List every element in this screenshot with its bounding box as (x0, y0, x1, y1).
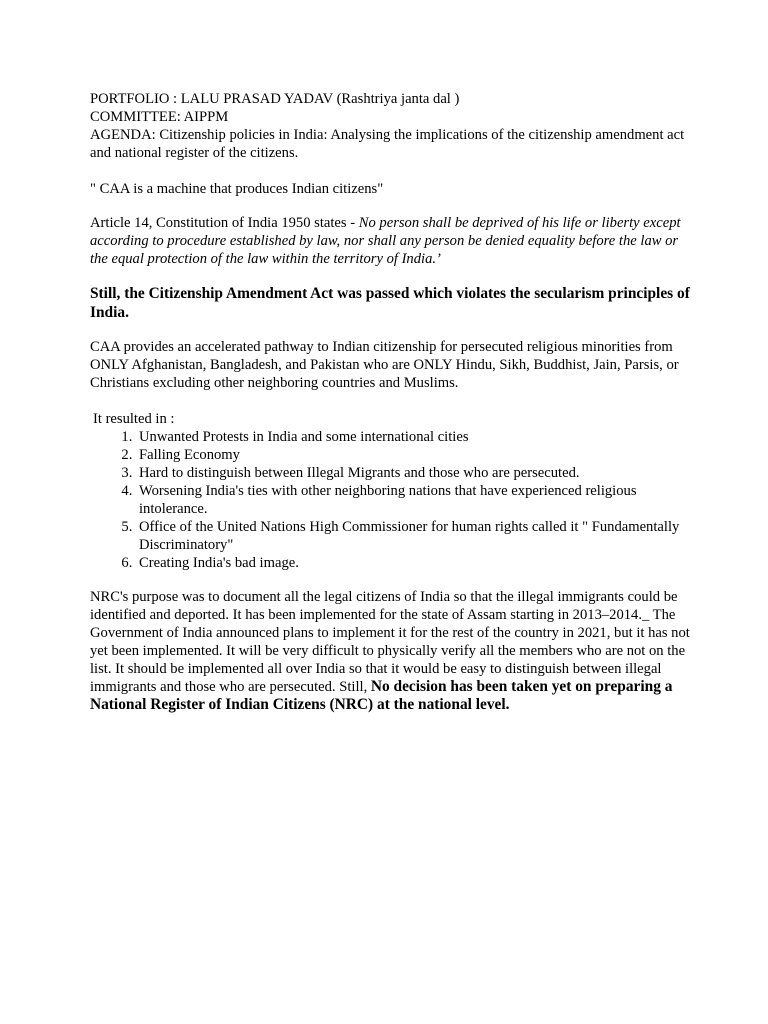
quote-line: " CAA is a machine that produces Indian citizens" (90, 181, 384, 197)
results-section (90, 410, 690, 572)
results-intro: It resulted in : (93, 411, 175, 427)
caa-heading: Still, the Citizenship Amendment Act was passed which violates the secularism principles of India. (90, 285, 690, 321)
results-list (90, 428, 690, 572)
caa-paragraph: CAA provides an accelerated pathway to Indian citizenship for persecuted religious minorities from ONLY Afghanistan, Bangladesh, and Pakistan who are ONLY Hindu, Sikh, Buddhist, Jain, Parsis, or Christians excluding other neighboring countries and Muslims. (90, 339, 679, 391)
article-paragraph (90, 214, 690, 268)
list-item: 1. Unwanted Protests in India and some international cities (136, 428, 690, 446)
nrc-paragraph (90, 588, 690, 714)
article-quote: No person shall be deprived of his life or liberty except according to procedure established by law, nor shall any person be denied equality before the law or the equal protection of the law within the territory of India.’ (90, 215, 681, 267)
list-item: 5. Office of the United Nations High Commissioner for human rights called it " Fundamentally Discriminatory" (136, 518, 690, 554)
list-item: 4. Worsening India's ties with other neighboring nations that have experienced religious intolerance. (136, 482, 690, 518)
committee-line: COMMITTEE: AIPPM (90, 109, 229, 125)
document-page (90, 90, 690, 714)
header-block (90, 90, 690, 162)
portfolio-line: PORTFOLIO : LALU PRASAD YADAV (Rashtriya janta dal ) (90, 91, 460, 107)
nrc-text: NRC's purpose was to document all the legal citizens of India so that the illegal immigrants could be identified and deported. It has been implemented for the state of Assam starting in 2013–2014._ The Government of India announced plans to implement it for the rest of the country in 2021, but it has not yet been implemented. It will be very difficult to physically verify all the members who are not on the list. It should be implemented all over India so that it would be easy to distinguish between illegal immigrants and those who are persecuted. Still, (90, 589, 690, 695)
list-item: 6. Creating India's bad image. (136, 554, 690, 572)
agenda-line: AGENDA: Citizenship policies in India: Analysing the implications of the citizenship amendment act and national register of the citizens. (90, 127, 685, 161)
list-item: 2. Falling Economy (136, 446, 690, 464)
nrc-bold-conclusion: No decision has been taken yet on preparing a National Register of Indian Citizens (NRC) at the national level. (90, 678, 673, 713)
list-item: 3. Hard to distinguish between Illegal Migrants and those who are persecuted. (136, 464, 690, 482)
article-prefix: Article 14, Constitution of India 1950 states - (90, 215, 359, 231)
